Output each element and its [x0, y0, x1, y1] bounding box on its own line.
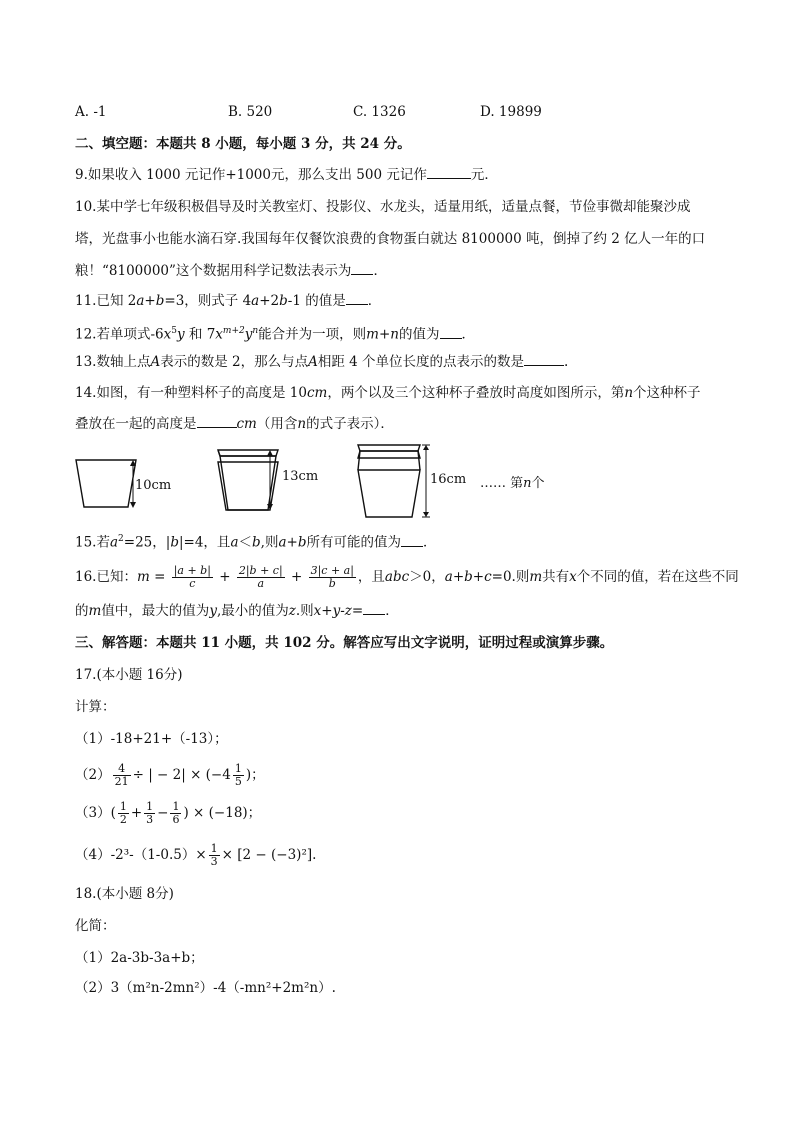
q17-intro: 计算：	[75, 699, 116, 715]
q18-part2: （2）3（m²n-2mn²）-4（-mn²+2m²n）.	[75, 980, 336, 996]
unit-cm: cm	[236, 416, 257, 432]
q9-tail: 元．	[470, 167, 498, 183]
q15-tail: ,则	[260, 534, 279, 551]
cup-height-label-3: 16cm	[430, 472, 467, 487]
answer-blank	[346, 292, 368, 305]
cup-3-rim-1	[358, 445, 420, 451]
cup-3-body	[358, 470, 420, 517]
q10-line3: 粮！“8100000”这个数据用科学记数法表示为	[75, 263, 352, 279]
fraction: $\frac{4}{21}$	[114, 762, 129, 788]
q18-part1: （1）2a-3b-3a+b；	[75, 950, 204, 966]
q14-l1b: ，两个以及三个这种杯子叠放时高度如图所示，第	[327, 385, 625, 401]
question-9	[75, 166, 498, 184]
var-n: n	[390, 326, 399, 343]
q15-mid2: |=4，且	[178, 534, 231, 551]
exp-n: n	[252, 326, 259, 336]
q15-plus: +	[286, 534, 298, 551]
nth-post: 个	[531, 476, 545, 491]
q14-l1c: 个这种杯子	[633, 385, 701, 401]
q15-mid: =25，|	[123, 534, 171, 551]
q10-line2: 塔，光盘事小也能水滴石穿.我国每年仅餐饮浪费的食物蛋白就达 8100000 吨，倒掉了约 2 亿人一年的口	[75, 231, 706, 247]
var-a: a	[230, 534, 239, 551]
q13-mid: 表示的数是 2，那么与点	[160, 354, 309, 370]
q14-l2c: 的式子表示）．	[306, 416, 394, 432]
question-11	[75, 292, 381, 310]
sum-expr: a+b+c	[444, 569, 492, 585]
q13-end: .	[564, 354, 569, 370]
fraction-3: $\frac{3|c + a|}{b}$	[310, 564, 354, 590]
q18-title: 18.(本小题 8分)	[75, 886, 174, 902]
fraction: $\frac{1}{2}$	[119, 800, 127, 826]
fraction-1: $\frac{|a + b|}{c}$	[173, 564, 211, 590]
question-14-line1	[75, 384, 701, 402]
fraction: $\frac{1}{3}$	[146, 800, 154, 826]
var-b: b	[170, 534, 179, 551]
answer-blank	[401, 534, 423, 547]
q15-dot: ．	[422, 534, 437, 551]
var-x: x	[163, 326, 172, 343]
cup-3-rim-2	[358, 451, 420, 458]
q12-mid: 和 7	[184, 326, 216, 343]
ellipsis: ……	[480, 476, 506, 491]
q17-part1: （1）-18+21+（-13）；	[75, 731, 228, 747]
q18-intro: 化简：	[75, 918, 116, 934]
answer-blank	[363, 602, 385, 615]
q16-post: ，且	[357, 569, 385, 585]
var-n: n	[297, 416, 307, 432]
answer-blank	[351, 262, 373, 275]
section2-title: 二、填空题：本题共 8 小题，每小题 3 分，共 24 分。	[75, 136, 411, 152]
cup-2-body	[220, 456, 276, 510]
var-a: a	[109, 534, 119, 551]
question-16-line2: 的m值中，最大的值为y,最小的值为z.则x+y-z= ．	[75, 603, 399, 619]
cup-height-label-1: 10cm	[135, 478, 172, 493]
var-b: b	[297, 534, 307, 551]
answer-blank	[440, 326, 462, 339]
var-y: y	[209, 603, 217, 619]
var-b: b	[252, 534, 261, 551]
q17-title: 17.(本小题 16分)	[75, 667, 183, 683]
q15-end: 所有可能的值为	[306, 534, 401, 551]
exp-2: 2	[118, 534, 124, 544]
var-b: b	[279, 293, 288, 309]
point-a: A	[150, 354, 161, 370]
q12-pre: 12.若单项式-6	[75, 326, 164, 343]
var-m: m	[88, 603, 102, 619]
q12-plus: +	[378, 326, 391, 343]
var-abc: abc	[384, 569, 410, 585]
cup-1	[76, 460, 136, 507]
gt-zero: ＞0，	[409, 569, 445, 585]
q9-text: 9.如果收入 1000 元记作+1000元，那么支出 500 元记作	[75, 167, 427, 183]
q11-mid3: +2	[259, 293, 280, 309]
var-a: a	[278, 534, 287, 551]
var-x: x	[215, 326, 223, 343]
nth-pre: 第	[510, 476, 524, 491]
point-a: A	[308, 354, 318, 370]
answer-blank	[197, 415, 237, 428]
q16-pre: 16.已知：	[75, 569, 137, 585]
q14-l1a: 14.如图，有一种塑料杯子的高度是 10	[75, 385, 307, 401]
q13-mid2: 相距 4 个单位长度的点表示的数是	[317, 354, 525, 370]
q16-mid: =0.则	[491, 569, 530, 585]
var-m: m	[366, 326, 379, 343]
q11-mid: =3，则式子 4	[164, 293, 252, 309]
question-14-line2	[75, 415, 394, 433]
var-m: m	[136, 569, 150, 585]
cup-height-label-2: 13cm	[282, 469, 319, 484]
option-d: D. 19899	[480, 104, 542, 120]
section3-title: 三、解答题：本题共 11 小题，共 102 分。解答应写出文字说明，证明过程或演算步骤。	[75, 635, 614, 651]
q17-part2: （2） $\frac{4}{21}$ ÷ | − 2| × (−4 $\frac{1}{5}$ )；	[75, 762, 265, 788]
option-b: B. 520	[228, 104, 273, 120]
q10-tail: ．	[373, 263, 387, 279]
var-a: a	[251, 293, 260, 309]
q12-end: ．	[461, 326, 475, 343]
fraction-2: $\frac{2|b + c|}{a}$	[238, 564, 283, 590]
question-10-line3	[75, 262, 387, 280]
q13-pre: 13.数轴上点	[75, 354, 151, 370]
var-b: b	[155, 293, 165, 309]
fraction: $\frac{1}{6}$	[172, 800, 180, 826]
exp-5: 5	[171, 326, 177, 336]
question-12	[75, 322, 475, 344]
unit-cm: cm	[306, 385, 328, 401]
q16-mid3: 个不同的值，若在这些不同	[576, 569, 739, 585]
q10-line1: 10.某中学七年级积极倡导及时关教室灯、投影仪、水龙头，适量用纸，适量点餐，节俭事微却能聚沙成	[75, 199, 691, 215]
exp-m2: m+2	[222, 326, 245, 336]
lt-sign: ＜	[238, 534, 252, 551]
question-13	[75, 353, 568, 371]
fraction: $\frac{1}{5}$	[234, 762, 242, 788]
nth-cup-label	[480, 472, 545, 491]
var-m: m	[529, 569, 543, 585]
var-n: n	[624, 385, 634, 401]
q15-pre: 15.若	[75, 534, 110, 551]
q11-tail: -1 的值是	[287, 293, 346, 309]
q11-end: ．	[367, 293, 382, 309]
equals: =	[149, 569, 170, 585]
q17-part4: （4）-2³-（1-0.5）× $\frac{1}{3}$ × [2 − (−3)²].	[75, 842, 317, 868]
var-y: y	[176, 326, 185, 343]
q11-plus: +	[144, 293, 156, 309]
answer-blank	[427, 166, 471, 179]
expr-xyz: x+y-z	[313, 603, 352, 619]
q12-mid2: 能合并为一项，则	[258, 326, 367, 343]
var-x: x	[569, 569, 577, 585]
fraction: $\frac{1}{3}$	[210, 842, 218, 868]
q11-pre: 11.已知 2	[75, 293, 137, 309]
var-y: y	[244, 326, 253, 343]
var-n: n	[523, 476, 532, 491]
q14-l2a: 叠放在一起的高度是	[75, 416, 197, 432]
q16-mid2: 共有	[542, 569, 570, 585]
q14-l2b: （用含	[256, 416, 298, 432]
answer-blank	[524, 353, 564, 366]
var-a: a	[136, 293, 145, 309]
var-z: z	[288, 603, 296, 619]
option-c: C. 1326	[353, 104, 406, 120]
q17-part3: （3）( $\frac{1}{2}$ + $\frac{1}{3}$ − $\frac{1}{6}$ ) × (−18)；	[75, 800, 262, 826]
question-16-line1: 16.已知：m = $\frac{|a + b|}{c}$ + $\frac{2|b + c|}{a}$ + $\frac{3|c + a|}{b}$ ，且abc＞0，a+b+c=0.则m共有x个不同的值，若在这些不同	[75, 564, 739, 590]
question-15	[75, 530, 436, 552]
q12-tail: 的值为	[399, 326, 440, 343]
option-a: A. -1	[75, 104, 107, 120]
